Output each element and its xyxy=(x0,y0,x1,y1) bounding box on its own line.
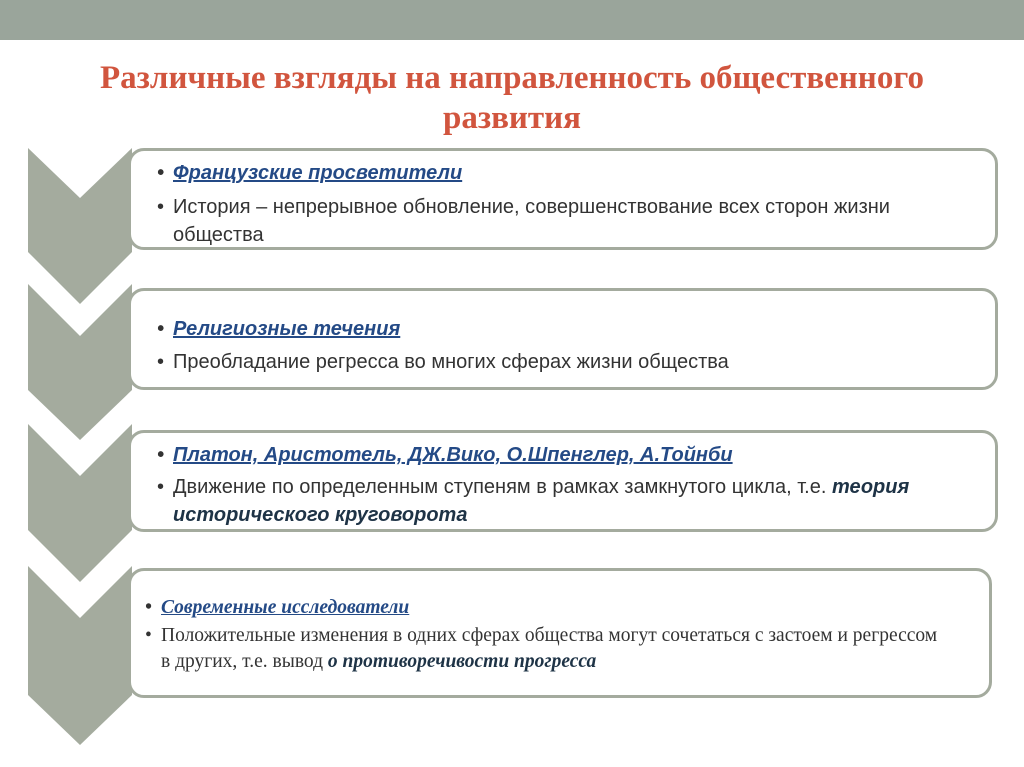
block-4-heading: • Современные исследователи xyxy=(143,595,949,621)
chevron-3 xyxy=(28,424,132,582)
block-4-text xyxy=(143,623,949,675)
chevron-4 xyxy=(28,566,132,745)
slide-title-line-1: Различные взгляды на направленность общественного xyxy=(100,60,924,96)
block-religious-currents xyxy=(128,288,998,390)
block-1-heading: • Французские просветители xyxy=(155,159,981,187)
block-3-text-prefix: Движение по определенным ступеням в рамках замкнутого цикла, т.е. xyxy=(173,476,827,498)
block-2-heading: • Религиозные течения xyxy=(155,315,981,343)
block-french-enlighteners xyxy=(128,148,998,250)
slide-title-line-2: развития xyxy=(442,100,582,136)
chevron-1 xyxy=(28,148,132,304)
block-3-text-emphasis: теория исторического круговорота xyxy=(173,476,910,526)
block-modern-researchers xyxy=(128,568,992,698)
block-3-text xyxy=(155,473,981,529)
chevron-2 xyxy=(28,284,132,440)
block-cyclical-theory xyxy=(128,430,998,532)
block-4-text-emphasis: о противоречивости прогресса xyxy=(327,651,597,672)
block-3-heading: • Платон, Аристотель, ДЖ.Вико, О.Шпенглер, А.Тойнби xyxy=(155,441,981,469)
block-4-text-prefix: Положительные изменения в одних сферах общества могут сочетаться с застоем и регрессом в других, т.е. вывод xyxy=(161,625,938,672)
block-2-text: • Преобладание регресса во многих сферах жизни общества xyxy=(155,348,981,376)
block-1-text: • История – непрерывное обновление, совершенствование всех сторон жизни общества xyxy=(155,193,981,249)
